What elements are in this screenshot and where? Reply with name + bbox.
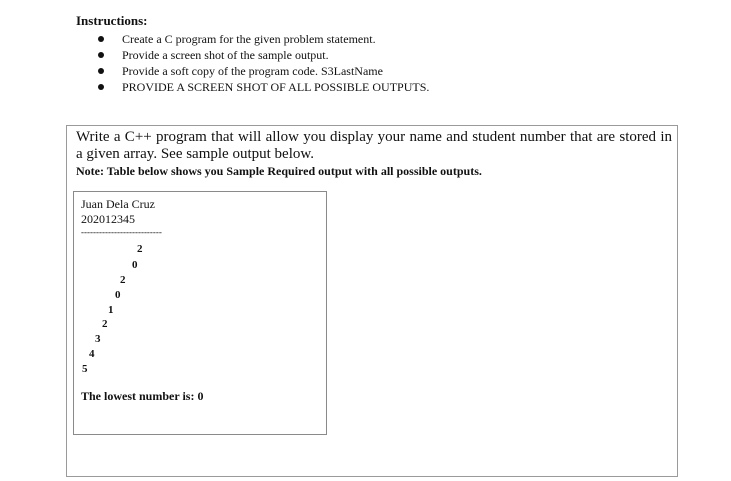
digit-output: 2 — [102, 318, 108, 330]
instruction-text: Create a C program for the given problem statement. — [122, 32, 376, 46]
instruction-text: Provide a screen shot of the sample output. — [122, 48, 329, 62]
digit-output: 2 — [137, 243, 143, 255]
sample-student-number: 202012345 — [81, 212, 135, 226]
instruction-item — [98, 79, 429, 95]
instruction-item — [98, 31, 429, 47]
problem-statement: Write a C++ program that will allow you display your name and student number that are stored in a given array. See sample output below. — [76, 129, 672, 162]
digit-output: 0 — [132, 259, 138, 271]
sample-name: Juan Dela Cruz — [81, 197, 155, 211]
bullet-icon — [98, 68, 104, 74]
digit-output: 2 — [120, 274, 126, 286]
digit-output: 4 — [89, 348, 95, 360]
digit-output: 5 — [82, 363, 88, 375]
sample-output-box — [73, 191, 327, 435]
digit-output: 0 — [115, 289, 121, 301]
bullet-icon — [98, 36, 104, 42]
lowest-number-text: The lowest number is: 0 — [81, 389, 204, 403]
problem-note: Note: Table below shows you Sample Required output with all possible outputs. — [76, 164, 482, 178]
instruction-item — [98, 47, 429, 63]
problem-box — [66, 125, 678, 477]
sample-divider: --------------------------- — [81, 227, 162, 237]
digit-output: 1 — [108, 304, 114, 316]
instructions-title: Instructions: — [76, 13, 148, 28]
digit-output: 3 — [95, 333, 101, 345]
instruction-item — [98, 63, 429, 79]
bullet-icon — [98, 52, 104, 58]
instruction-text: PROVIDE A SCREEN SHOT OF ALL POSSIBLE OUTPUTS. — [122, 80, 430, 94]
bullet-icon — [98, 84, 104, 90]
instructions-list — [98, 31, 429, 95]
instruction-text: Provide a soft copy of the program code. S3LastName — [122, 64, 383, 78]
